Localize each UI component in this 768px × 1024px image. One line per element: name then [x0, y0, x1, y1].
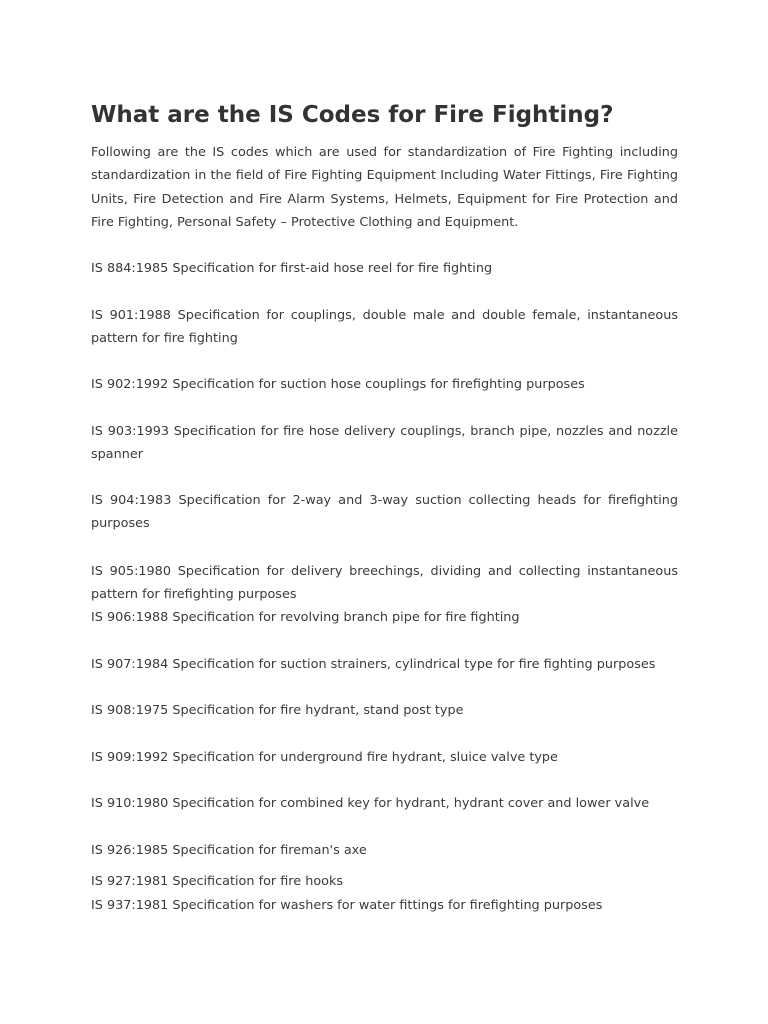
- code-item: IS 901:1988 Specification for couplings, double male and double female, instantaneous pattern for fire fighting: [91, 308, 678, 347]
- code-item: IS 910:1980 Specification for combined key for hydrant, hydrant cover and lower valve: [91, 796, 650, 811]
- code-item: IS 904:1983 Specification for 2-way and 3-way suction collecting heads for firefighting purposes: [91, 493, 678, 532]
- code-item: IS 927:1981 Specification for fire hooks: [91, 874, 344, 889]
- code-item: IS 906:1988 Specification for revolving branch pipe for fire fighting: [91, 610, 520, 625]
- code-item: IS 902:1992 Specification for suction hose couplings for firefighting purposes: [91, 377, 585, 392]
- code-item: IS 907:1984 Specification for suction strainers, cylindrical type for fire fighting purposes: [91, 657, 656, 672]
- code-item: IS 937:1981 Specification for washers for water fittings for firefighting purposes: [91, 898, 603, 913]
- code-item: IS 909:1992 Specification for underground fire hydrant, sluice valve type: [91, 750, 558, 765]
- page-title: What are the IS Codes for Fire Fighting?: [91, 102, 614, 128]
- code-item: IS 905:1980 Specification for delivery breechings, dividing and collecting instantaneous pattern for firefighting purposes: [91, 564, 678, 603]
- code-item: IS 903:1993 Specification for fire hose delivery couplings, branch pipe, nozzles and nozzle spanner: [91, 424, 678, 463]
- code-item: IS 926:1985 Specification for fireman's axe: [91, 843, 367, 858]
- code-item: IS 884:1985 Specification for first-aid hose reel for fire fighting: [91, 261, 493, 276]
- code-item: IS 908:1975 Specification for fire hydrant, stand post type: [91, 703, 464, 718]
- intro-paragraph: Following are the IS codes which are used for standardization of Fire Fighting including standardization in the field of Fire Fighting Equipment Including Water Fittings, Fire Fighting Units, Fire Detection and Fire Alarm Systems, Helmets, Equipment for Fire Protection and Fire Fighting, Personal Safety – Protective Clothing and Equipment.: [91, 145, 678, 230]
